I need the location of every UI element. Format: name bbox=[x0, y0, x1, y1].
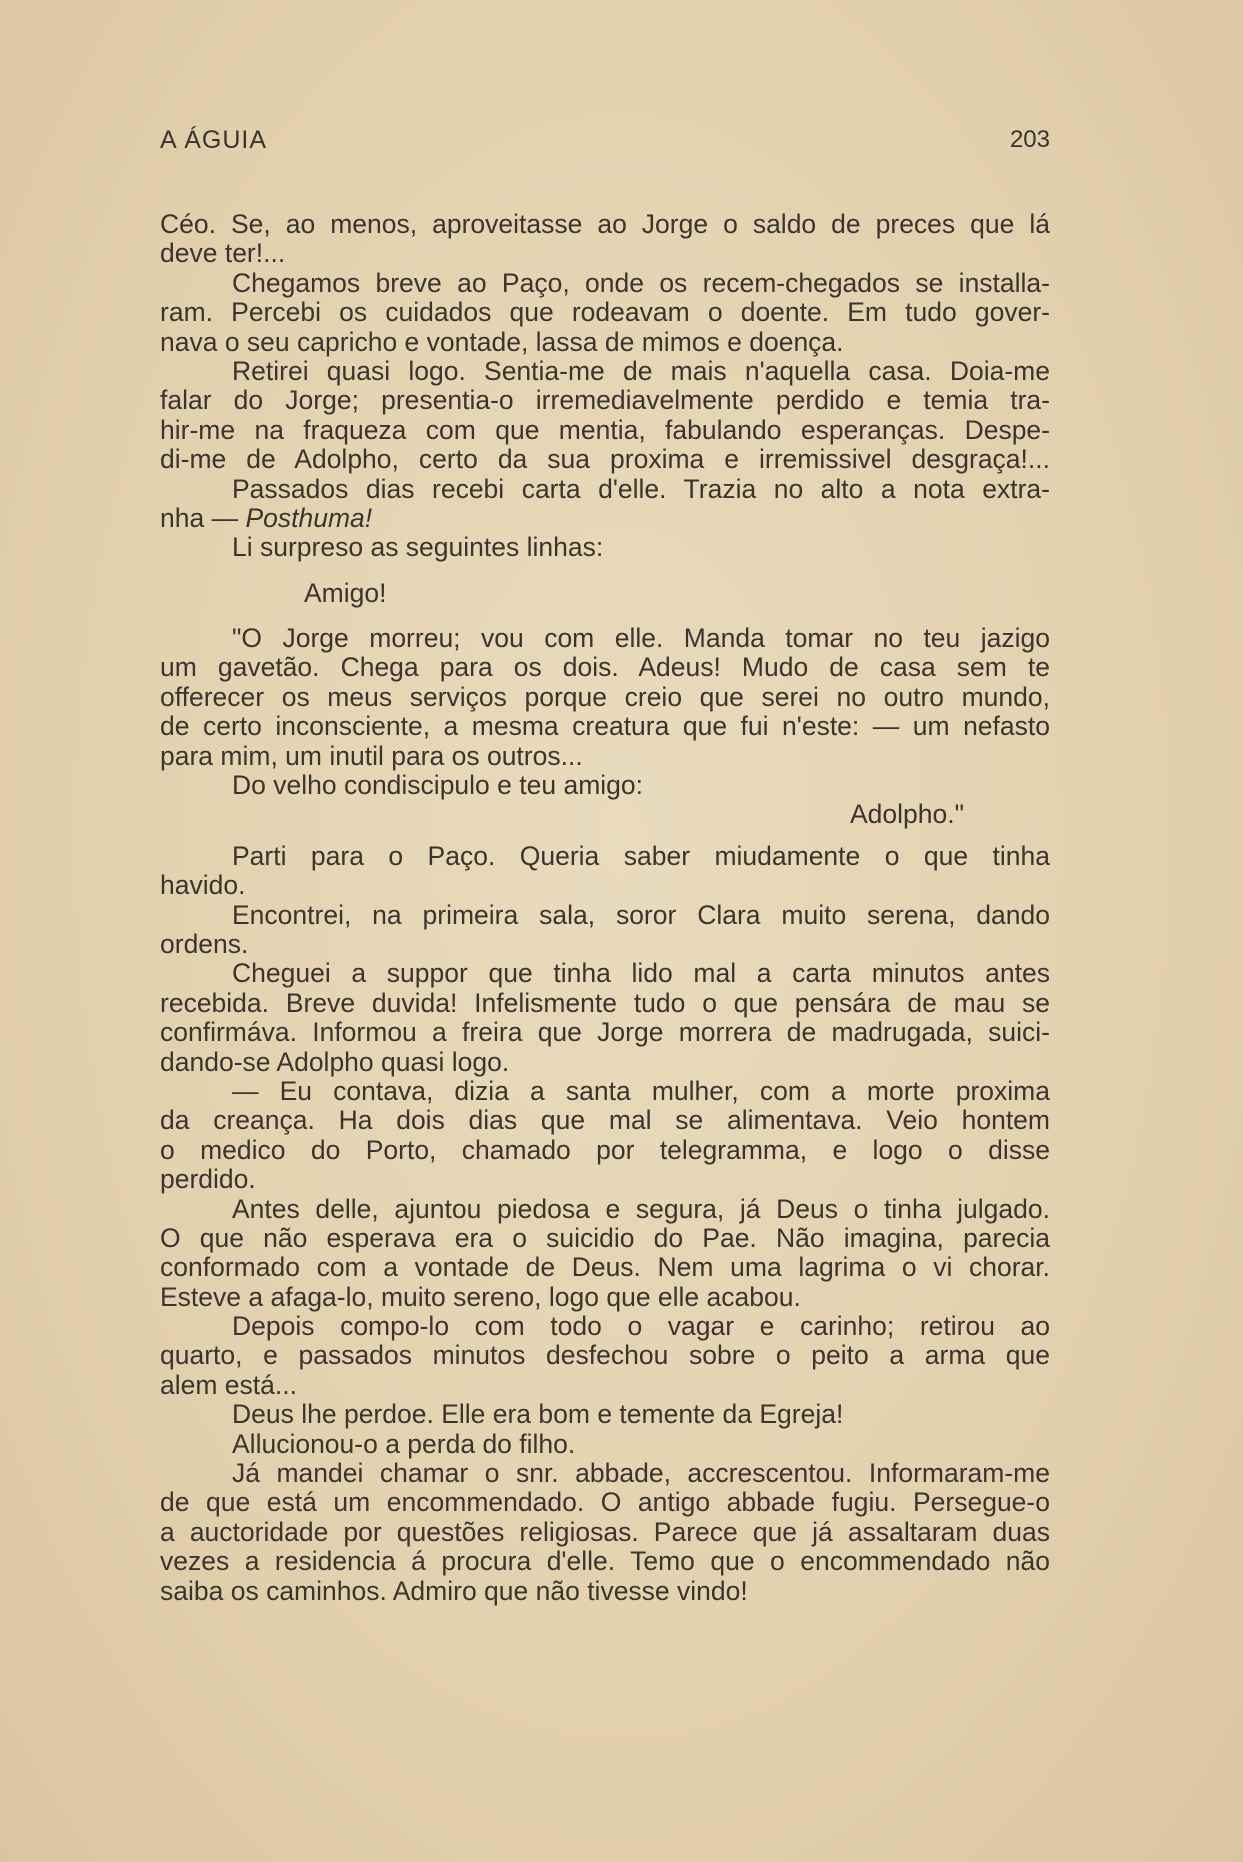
text-line: ordens. bbox=[160, 928, 249, 959]
text-line: Chegamos breve ao Paço, onde os recem-chegados se installa- bbox=[232, 267, 1050, 298]
page-body bbox=[160, 210, 1050, 1606]
spacer bbox=[160, 830, 1050, 842]
text-line bbox=[160, 504, 1050, 533]
text-line: Allucionou-o a perda do filho. bbox=[232, 1428, 576, 1459]
text-line: Parti para o Paço. Queria saber miudamente o que tinha bbox=[232, 840, 1050, 871]
text-line: Esteve a afaga-lo, muito sereno, logo que elle acabou. bbox=[160, 1281, 801, 1312]
spacer bbox=[160, 608, 1050, 624]
text-line: Céo. Se, ao menos, aproveitasse ao Jorge o saldo de preces que lá bbox=[160, 209, 1050, 239]
italic-title: Posthuma! bbox=[245, 502, 373, 533]
text-line: recebida. Breve duvida! Infelismente tudo o que pensára de mau se bbox=[160, 987, 1050, 1018]
spacer bbox=[160, 563, 1050, 579]
text-line: Encontrei, na primeira sala, soror Clara muito serena, dando bbox=[232, 899, 1050, 930]
text-line: Cheguei a suppor que tinha lido mal a carta minutos antes bbox=[232, 958, 1050, 989]
page-number: 203 bbox=[1009, 126, 1050, 153]
text-line: havido. bbox=[160, 870, 246, 901]
text-line: para mim, um inutil para os outros... bbox=[160, 740, 583, 771]
page-header bbox=[160, 126, 1050, 162]
text-line: Deus lhe perdoe. Elle era bom e temente da Egreja! bbox=[232, 1399, 844, 1430]
text-fragment: nha — bbox=[160, 502, 246, 533]
text-line: alem está... bbox=[160, 1369, 297, 1400]
text-line: quarto, e passados minutos desfechou sobre o peito a arma que bbox=[160, 1340, 1050, 1371]
text-line: offerecer os meus serviços porque creio que serei no outro mundo, bbox=[160, 681, 1050, 712]
text-line: hir-me na fraqueza com que mentia, fabulando esperanças. Despe- bbox=[160, 414, 1050, 445]
text-line: conformado com a vontade de Deus. Nem uma lagrima o vi chorar. bbox=[160, 1252, 1050, 1283]
text-line: di-me de Adolpho, certo da sua proxima e irremissivel desgraça!... bbox=[160, 444, 1050, 475]
text-line: de certo inconsciente, a mesma creatura que fui n'este: — um nefasto bbox=[160, 711, 1050, 742]
text-line: falar do Jorge; presentia-o irremediavelmente perdido e temia tra- bbox=[160, 385, 1050, 416]
text-line: de que está um encommendado. O antigo abbade fugiu. Persegue-o bbox=[160, 1487, 1050, 1518]
text-line: O que não esperava era o suicidio do Pae. Não imagina, parecia bbox=[160, 1222, 1050, 1253]
text-line: — Eu contava, dizia a santa mulher, com a morte proxima bbox=[232, 1075, 1050, 1106]
text-line: nava o seu capricho e vontade, lassa de mimos e doença. bbox=[160, 326, 844, 357]
running-head: A ÁGUIA bbox=[160, 126, 268, 154]
text-line: um gavetão. Chega para os dois. Adeus! Mudo de casa sem te bbox=[160, 652, 1050, 683]
text-line: a auctoridade por questões religiosas. Parece que já assaltaram duas bbox=[160, 1516, 1050, 1547]
text-line: Do velho condiscipulo e teu amigo: bbox=[232, 770, 643, 801]
text-line: Depois compo-lo com todo o vagar e carinho; retirou ao bbox=[232, 1311, 1050, 1342]
text-line: Retirei quasi logo. Sentia-me de mais n'aquella casa. Doia-me bbox=[232, 355, 1050, 386]
text-line: Passados dias recebi carta d'elle. Trazia no alto a nota extra- bbox=[232, 473, 1050, 504]
text-line: saiba os caminhos. Admiro que não tivesse vindo! bbox=[160, 1575, 748, 1606]
text-line: da creança. Ha dois dias que mal se alimentava. Veio hontem bbox=[160, 1105, 1050, 1136]
text-line: Já mandei chamar o snr. abbade, accrescentou. Informaram-me bbox=[232, 1458, 1050, 1489]
text-line: deve ter!... bbox=[160, 238, 286, 269]
text-line: perdido. bbox=[160, 1164, 256, 1195]
text-line: "O Jorge morreu; vou com elle. Manda tomar no teu jazigo bbox=[232, 623, 1050, 654]
letter-signature: Adolpho." bbox=[850, 799, 965, 830]
text-line: confirmáva. Informou a freira que Jorge morrera de madrugada, suici- bbox=[160, 1017, 1050, 1048]
text-line: vezes a residencia á procura d'elle. Temo que o encommendado não bbox=[160, 1546, 1050, 1577]
letter-salutation: Amigo! bbox=[304, 577, 387, 608]
text-line: Antes delle, ajuntou piedosa e segura, já Deus o tinha julgado. bbox=[232, 1193, 1050, 1224]
text-line: Li surpreso as seguintes linhas: bbox=[232, 532, 604, 563]
text-line: dando-se Adolpho quasi logo. bbox=[160, 1046, 510, 1077]
text-line: ram. Percebi os cuidados que rodeavam o doente. Em tudo gover- bbox=[160, 297, 1050, 328]
text-line: o medico do Porto, chamado por telegramma, e logo o disse bbox=[160, 1134, 1050, 1165]
